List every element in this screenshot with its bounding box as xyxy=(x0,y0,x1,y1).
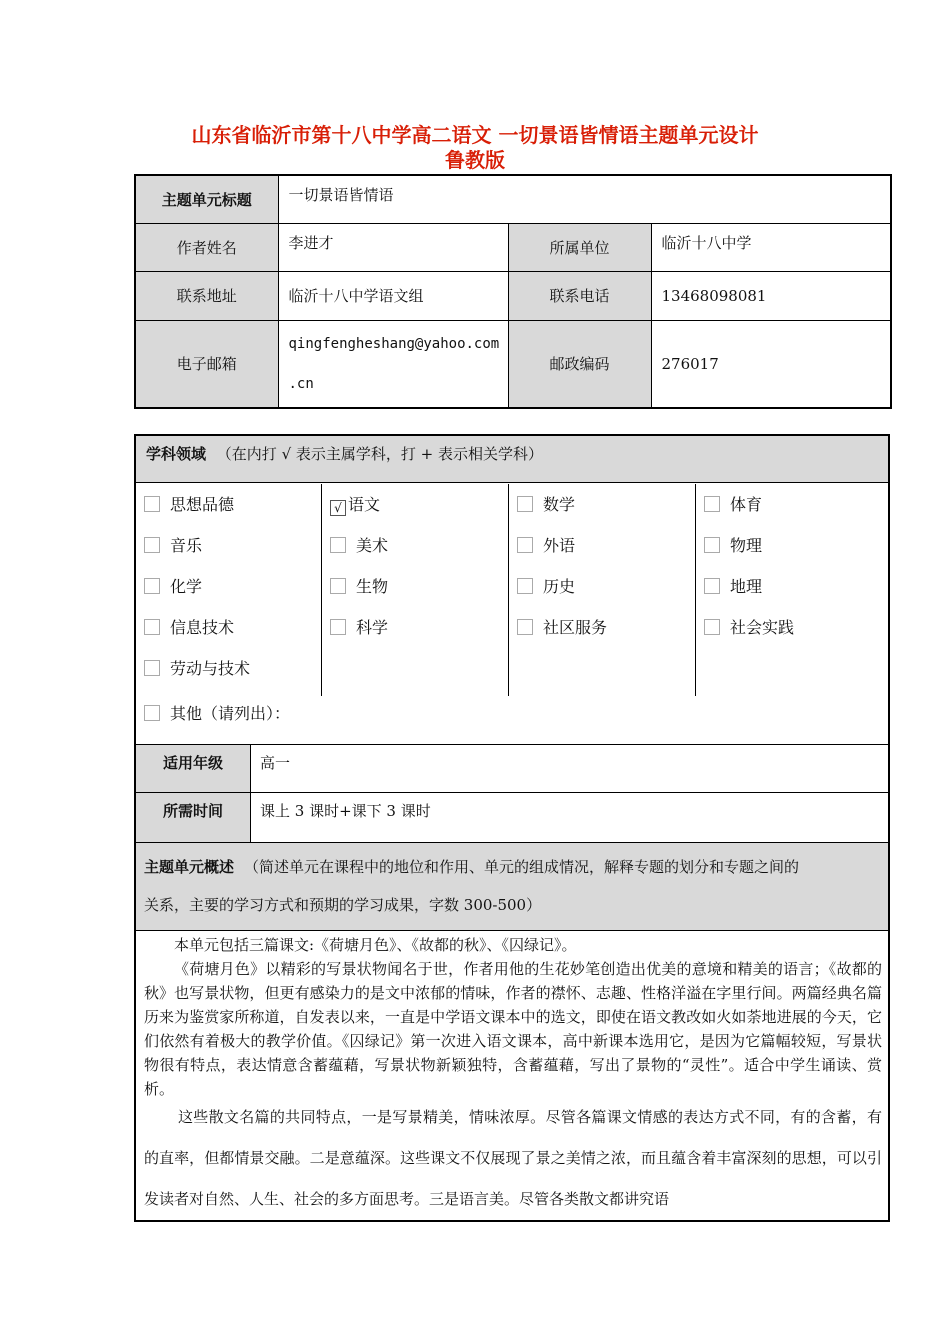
subject-item[interactable] xyxy=(517,525,697,566)
subject-item[interactable] xyxy=(144,566,324,607)
subject-label: 外语 xyxy=(543,536,576,555)
info-table xyxy=(134,174,892,409)
subject-item[interactable] xyxy=(517,607,697,648)
subject-item[interactable] xyxy=(704,484,884,525)
unit-label: 所属单位 xyxy=(508,223,651,271)
overview-paragraph-3: 这些散文名篇的共同特点，一是写景精美，情味浓厚。尽管各篇课文情感的表达方式不同，有的含蓄，有的直率，但都情景交融。二是意蕴深。这些课文不仅展现了景之美情之浓，而且蕴含着丰富深刻的思想，可以引发读者对自然、人生、社会的多方面思考。三是语言美。尽管各类散文都讲究语 xyxy=(144,1108,882,1208)
overview-paragraph-2: 《荷塘月色》以精彩的写景状物闻名于世，作者用他的生花妙笔创造出优美的意境和精美的语言；《故都的秋》也写景状物，但更有感染力的是文中浓郁的情味，作者的襟怀、志趣、性格洋溢在字里行间。两篇经典名篇历来为鉴赏家所称道，自发表以来，一直是中学语文课本中的选文，即使在语文教改如火如荼地进展的今天，它们依然有着极大的教学价值。《囚绿记》第一次进入语文课本，高中新课本选用它，是因为它篇幅较短，写景状物很有特点，表达情意含蓄蕴藉，写景状物新颖独特，含蓄蕴藉，写出了景物的“灵性”。适合中学生诵读、赏析。 xyxy=(144,960,882,1098)
subject-label: 思想品德 xyxy=(170,495,235,514)
document-title xyxy=(0,123,950,173)
checkbox[interactable] xyxy=(517,496,533,512)
subject-label: 信息技术 xyxy=(170,618,235,637)
time-label: 所需时间 xyxy=(136,793,251,842)
overview-label: 主题单元概述 xyxy=(144,858,235,876)
grade-value: 高一 xyxy=(260,754,291,772)
subject-label: 科学 xyxy=(356,618,389,637)
checkbox[interactable] xyxy=(704,619,720,635)
topic-label: 主题单元标题 xyxy=(135,175,278,223)
checkbox[interactable] xyxy=(330,619,346,635)
checkbox[interactable] xyxy=(704,578,720,594)
subject-item[interactable] xyxy=(517,566,697,607)
overview-note-line-2: 关系，主要的学习方式和预期的学习成果，字数 300-500） xyxy=(144,896,542,914)
address-label: 联系地址 xyxy=(135,271,278,320)
subject-column-2 xyxy=(322,484,510,696)
subject-label: 化学 xyxy=(170,577,203,596)
checkbox[interactable] xyxy=(330,578,346,594)
overview-note-line-1: （简述单元在课程中的地位和作用、单元的组成情况，解释专题的划分和专题之间的 xyxy=(244,858,800,876)
checkbox[interactable] xyxy=(144,578,160,594)
checkbox[interactable] xyxy=(144,705,160,721)
address-value: 临沂十八中学语文组 xyxy=(278,271,508,320)
subject-item[interactable] xyxy=(704,566,884,607)
subject-label: 地理 xyxy=(730,577,763,596)
check-mark-icon: √ xyxy=(334,501,342,515)
email-value-line-1: qingfengheshang@yahoo.com xyxy=(288,335,500,352)
postcode-label: 邮政编码 xyxy=(508,320,651,408)
subject-area-label: 学科领域 xyxy=(146,445,207,463)
checkbox[interactable] xyxy=(144,619,160,635)
time-value: 课上 3 课时+课下 3 课时 xyxy=(260,802,431,820)
subject-other[interactable] xyxy=(144,693,844,734)
subject-label: 生物 xyxy=(356,577,389,596)
subject-label: 语文 xyxy=(348,495,381,514)
subject-label: 社区服务 xyxy=(543,618,608,637)
email-label: 电子邮箱 xyxy=(135,320,278,408)
subject-item[interactable] xyxy=(330,484,510,525)
subject-label: 数学 xyxy=(543,495,576,514)
time-row xyxy=(136,792,888,842)
checkbox[interactable] xyxy=(704,496,720,512)
subject-label: 劳动与技术 xyxy=(170,659,251,678)
checkbox[interactable] xyxy=(517,537,533,553)
checkbox[interactable] xyxy=(144,660,160,676)
title-line-2: 鲁教版 xyxy=(445,148,505,172)
overview-header xyxy=(136,842,888,931)
subject-item[interactable] xyxy=(704,607,884,648)
checkbox[interactable] xyxy=(517,578,533,594)
subject-label: 体育 xyxy=(730,495,763,514)
subject-label: 社会实践 xyxy=(730,618,795,637)
subject-item[interactable] xyxy=(704,525,884,566)
unit-value: 临沂十八中学 xyxy=(651,223,891,271)
checkbox[interactable] xyxy=(330,537,346,553)
email-value-line-2: .cn xyxy=(288,375,314,392)
subject-item[interactable] xyxy=(517,484,697,525)
subject-item[interactable] xyxy=(330,607,510,648)
title-line-1: 山东省临沂市第十八中学高二语文 一切景语皆情语主题单元设计 xyxy=(191,123,759,147)
checkbox[interactable] xyxy=(517,619,533,635)
checkbox[interactable] xyxy=(704,537,720,553)
author-label: 作者姓名 xyxy=(135,223,278,271)
subject-item[interactable] xyxy=(330,566,510,607)
grade-label: 适用年级 xyxy=(136,745,251,792)
subject-other-label: 其他（请列出）： xyxy=(170,704,291,723)
checkbox-checked[interactable] xyxy=(330,500,346,516)
author-value: 李进才 xyxy=(278,223,508,271)
subject-column-3 xyxy=(509,484,697,696)
subject-item[interactable] xyxy=(144,484,324,525)
subject-label: 历史 xyxy=(543,577,576,596)
subject-item[interactable] xyxy=(144,648,324,689)
subject-label: 美术 xyxy=(356,536,389,555)
phone-label: 联系电话 xyxy=(508,271,651,320)
grade-row xyxy=(136,744,888,792)
checkbox[interactable] xyxy=(144,496,160,512)
subject-area-header xyxy=(136,436,888,483)
subject-column-4 xyxy=(696,484,884,696)
subject-column-1 xyxy=(136,484,324,696)
phone-value: 13468098081 xyxy=(651,271,891,320)
subject-item[interactable] xyxy=(330,525,510,566)
checkbox[interactable] xyxy=(144,537,160,553)
postcode-value: 276017 xyxy=(651,320,891,408)
overview-paragraph-1: 本单元包括三篇课文:《荷塘月色》、《故都的秋》、《囚绿记》。 xyxy=(174,936,577,954)
subject-item[interactable] xyxy=(144,607,324,648)
subject-area-note: （在内打 √ 表示主属学科，打 + 表示相关学科） xyxy=(216,445,543,463)
email-value xyxy=(278,320,508,408)
subject-label: 物理 xyxy=(730,536,763,555)
overview-body xyxy=(144,933,882,1216)
subject-label: 音乐 xyxy=(170,536,203,555)
subject-item[interactable] xyxy=(144,525,324,566)
topic-value: 一切景语皆情语 xyxy=(278,175,891,223)
